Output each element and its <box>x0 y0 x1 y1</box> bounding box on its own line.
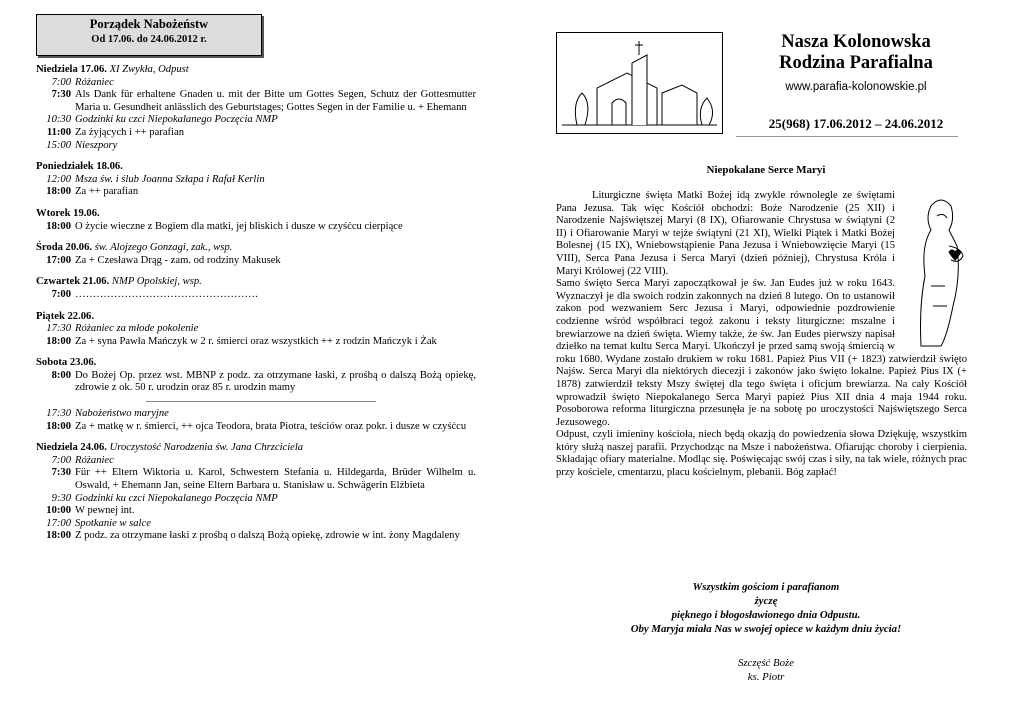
masthead-divider <box>736 136 958 137</box>
schedule-entry-time: 17:00 <box>46 254 71 266</box>
schedule-entry-time: 17:30 <box>46 323 71 335</box>
schedule-entry <box>36 530 476 543</box>
schedule-title: Porządek Nabożeństw <box>89 17 209 31</box>
schedule-day-note: XI Zwykła, Odpust <box>109 64 189 75</box>
schedule-entry <box>36 89 476 114</box>
schedule-entry-time: 18:00 <box>46 186 71 198</box>
article-paragraph-2: Samo święto Serca Maryi zapoczątkował je św. Jan Eudes już w roku 1643. Wyznaczył je dla swoich rodzin zakonnych na dzień 8 lutego. On to ustanowił zakon pod wezwaniem Serc Jezusa i Maryi, odpowiednie pozdrowienie codzienne wśród współbraci tegoż zakonu i teksty liturgiczne: mszalne i brewiarzowe na dzień święta. Wiemy także, że św. Jan Eudes pierwszy napisał dziełko na temat kultu Serca Maryi. Ukończył je przed samą swoją śmiercią w roku 1680. Wydane zostało drukiem w roku 1681. Papież Pius VII (+ 1823) zatwierdził święto Najśw. Serca Maryi dla niektórych diecezji i zakonów jako święto lokalne. Papież Pius IX (+ 1878) zatwierdził teksty Mszy świętej dla tego święta i oficjum brewiarza. Na cały Kościół wprowadził święto Niepokalanego Serca Maryi papież Pius XII dnia 4 maja 1944 roku. Posoborowa reforma liturgiczna przesunęła je na sobotę po uroczystości Najświętszego Serca Jezusowego. <box>556 278 967 428</box>
article-paragraph-1: Liturgiczne święta Matki Bożej idą zwykle równolegle ze świętami Pana Jezusa. Tak więc Kościół obchodzi: Boże Narodzenie (25 XII) i Narodzenie Najświętszej Maryi (8 IX), Ofiarowanie Chrystusa w świątyni (2 II) i Ofiarowanie Maryi w tejże świątyni (21 XI), Wielki Piątek i Matki Bożej Bolesnej (15 IX), Wniebowstąpienie Pana Jezusa i Wniebowzięcie Maryi (15 VIII), Serca Pana Jezusa i Serca Maryi (dzień później), Chrystusa Króla i Maryi Królowej (22 VIII). <box>556 190 895 277</box>
schedule-entry-time: 17:00 <box>46 517 71 529</box>
schedule-entry <box>36 455 476 468</box>
schedule-days <box>36 64 476 543</box>
schedule-header-box <box>36 14 262 56</box>
schedule-entry-time: 12:00 <box>46 173 71 185</box>
schedule-entry-time: 18:00 <box>46 530 71 542</box>
schedule-entry-text: Spotkanie w salce <box>75 517 151 529</box>
schedule-entry-text: Für ++ Eltern Wiktoria u. Karol, Schwestern Stefania u. Hildegarda, Brüder Wilhelm u. Oswald, + Ehemann Jan, seine Eltern Barbara u. Stanisław u. Schwägerin Elżbieta <box>75 467 476 492</box>
schedule-entry-text: ……………………………………………. <box>75 288 258 300</box>
schedule-entry-text: Za ++ parafian <box>75 186 139 198</box>
schedule-entry-time: 10:30 <box>46 114 71 126</box>
schedule-day <box>36 242 476 267</box>
schedule-entry <box>36 493 476 506</box>
wishes-line3: pięknego i błogosławionego dnia Odpustu. <box>671 609 861 621</box>
signature-line2: ks. Piotr <box>747 671 785 683</box>
schedule-entry <box>36 467 476 492</box>
schedule-entry <box>36 114 476 127</box>
schedule-entry-time: 9:30 <box>51 492 71 504</box>
schedule-entry <box>36 370 476 395</box>
article-title: Niepokalane Serce Maryi <box>706 164 826 176</box>
schedule-entry-text: Za żyjących i ++ parafian <box>75 126 184 138</box>
schedule-day-note: NMP Opolskiej, wsp. <box>111 276 202 288</box>
schedule-entry-text: Godzinki ku czci Niepokalanego Poczęcia NMP <box>75 114 278 126</box>
schedule-entry-text: Różaniec za młode pokolenie <box>75 323 199 335</box>
schedule-entry <box>36 408 476 421</box>
schedule-day-date: Niedziela 24.06. <box>36 442 107 454</box>
masthead-website[interactable]: www.parafia-kolonowskie.pl <box>785 81 927 93</box>
schedule-day-heading <box>36 442 476 455</box>
mary-heart-illustration <box>901 186 967 351</box>
schedule-entry-time: 18:00 <box>46 335 71 347</box>
schedule-entry-text: Różaniec <box>75 454 114 466</box>
church-illustration <box>556 32 723 134</box>
schedule-day <box>36 357 476 433</box>
schedule-entry <box>36 140 476 153</box>
schedule-day-date: Niedziela 17.06. <box>36 64 107 75</box>
schedule-entry-text: W pewnej int. <box>75 505 135 517</box>
schedule-day-date: Wtorek 19.06. <box>36 207 100 219</box>
schedule-entry <box>36 77 476 90</box>
schedule-day <box>36 311 476 349</box>
schedule-entry-time: 18:00 <box>46 420 71 432</box>
schedule-entry <box>36 186 476 199</box>
schedule-entry-time: 10:00 <box>46 505 71 517</box>
schedule-entry-time: 11:00 <box>46 126 71 138</box>
schedule-day-heading <box>36 161 476 174</box>
masthead-title-line2: Rodzina Parafialna <box>779 53 933 73</box>
masthead-title-line1: Nasza Kolonowska <box>781 32 931 52</box>
wishes-line4: Oby Maryja miała Nas w swojej opiece w każdym dniu życia! <box>630 623 902 635</box>
schedule-day-date: Poniedziałek 18.06. <box>36 161 123 173</box>
schedule-day <box>36 276 476 301</box>
schedule-day-date: Sobota 23.06. <box>36 357 97 369</box>
schedule-entry-text: Do Bożej Op. przez wst. MBNP z podz. za otrzymane łaski, z prośbą o dalszą Bożą opiekę, zdrowie z ok. 50 r. urodzin oraz 85 r. urodzin mamy <box>75 369 476 394</box>
schedule-day-heading <box>36 242 476 255</box>
schedule-entry <box>36 221 476 234</box>
signature-block <box>556 656 976 684</box>
schedule-entry-text: Z podz. za otrzymane łaski z prośbą o dalszą Bożą opiekę, zdrowie w int. żony Magdaleny <box>75 530 460 542</box>
schedule-day-heading <box>36 357 476 370</box>
schedule-day-heading <box>36 311 476 324</box>
schedule-day-date: Piątek 22.06. <box>36 310 94 322</box>
schedule-day-date: Czwartek 21.06. <box>36 276 110 288</box>
schedule-day-heading <box>36 208 476 221</box>
schedule-day-date: Środa 20.06. <box>36 242 93 254</box>
article-paragraph-3: Odpust, czyli imieniny kościoła, niech będą okazją do powiedzenia słowa Dziękuję, wszystkim który służą naszej parafii. Przychodząc na Msze i nabożeństwa. Ofiarując choroby i cierpienia. Składając ofiary materialne. Modląc się. Poświęcając swój czas i siły, na tak wiele, różnych prac przy kościele, cmentarzu, placu kościelnym, plebanii. Bóg zapłać! <box>556 429 967 479</box>
schedule-entry-text: Różaniec <box>75 76 114 88</box>
schedule-entry-text: Msza św. i ślub Joanna Szłapa i Rafał Kerlin <box>75 173 265 185</box>
schedule-entry-time: 8:00 <box>51 369 71 381</box>
schedule-column <box>36 14 476 543</box>
schedule-entry-time: 7:00 <box>51 76 71 88</box>
schedule-day <box>36 208 476 233</box>
masthead-title <box>736 32 976 74</box>
schedule-entry-text: Za + matkę w r. śmierci, ++ ojca Teodora, brata Piotra, teściów oraz pokr. i dusze w czyśćcu <box>75 420 467 432</box>
schedule-day <box>36 161 476 199</box>
schedule-entry <box>36 336 476 349</box>
schedule-entry-text: Za + Czesława Drąg - zam. od rodziny Makusek <box>75 254 281 266</box>
schedule-entry-time: 15:00 <box>46 139 71 151</box>
schedule-entry <box>36 518 476 531</box>
schedule-day-heading <box>36 276 476 289</box>
schedule-entry <box>36 421 476 434</box>
schedule-entry-time: 7:30 <box>51 467 71 479</box>
schedule-entry-time: 7:00 <box>51 288 71 300</box>
schedule-entry <box>36 505 476 518</box>
schedule-entry-time: 7:30 <box>51 89 71 101</box>
schedule-period: Od 17.06. do 24.06.2012 r. <box>91 33 207 45</box>
schedule-entry-text: Za + syna Pawła Mańczyk w 2 r. śmierci oraz wszystkich ++ z rodzin Mańczyk i Żak <box>75 335 437 347</box>
schedule-entry-text: Godzinki ku czci Niepokalanego Poczęcia NMP <box>75 492 278 504</box>
schedule-divider <box>146 401 376 402</box>
schedule-entry-text: Nieszpory <box>75 139 118 151</box>
schedule-entry <box>36 289 476 302</box>
schedule-day <box>36 442 476 543</box>
schedule-entry <box>36 127 476 140</box>
schedule-day-note: Uroczystość Narodzenia św. Jana Chrzciciela <box>109 442 304 454</box>
signature-line1: Szczęść Boże <box>737 657 795 669</box>
schedule-entry <box>36 323 476 336</box>
schedule-entry-text: O życie wieczne z Bogiem dla matki, jej bliskich i dusze w czyśćcu cierpiące <box>75 220 403 232</box>
schedule-entry <box>36 174 476 187</box>
schedule-entry-text: Als Dank für erhaltene Gnaden u. mit der Bitte um Gottes Segen, Schutz der Gottesmutter Maria u. Gesundheit anlässlich des Geburtstages; Gottes Segen in der Familie u. + Ehemann <box>75 89 476 113</box>
article-body <box>556 190 967 480</box>
schedule-day-note: św. Alojzego Gonzagi, zak., wsp. <box>94 242 233 254</box>
wishes-block <box>556 580 976 636</box>
schedule-entry-time: 18:00 <box>46 220 71 232</box>
schedule-entry-time: 17:30 <box>46 408 71 420</box>
masthead-issue: 25(968) 17.06.2012 – 24.06.2012 <box>768 116 944 131</box>
schedule-entry-text: Nabożeństwo maryjne <box>75 408 169 420</box>
schedule-day-heading <box>36 64 476 77</box>
schedule-entry-time: 7:00 <box>51 454 71 466</box>
wishes-line2: życzę <box>754 595 778 607</box>
wishes-line1: Wszystkim gościom i parafianom <box>692 581 840 593</box>
schedule-day <box>36 64 476 152</box>
schedule-entry <box>36 255 476 268</box>
